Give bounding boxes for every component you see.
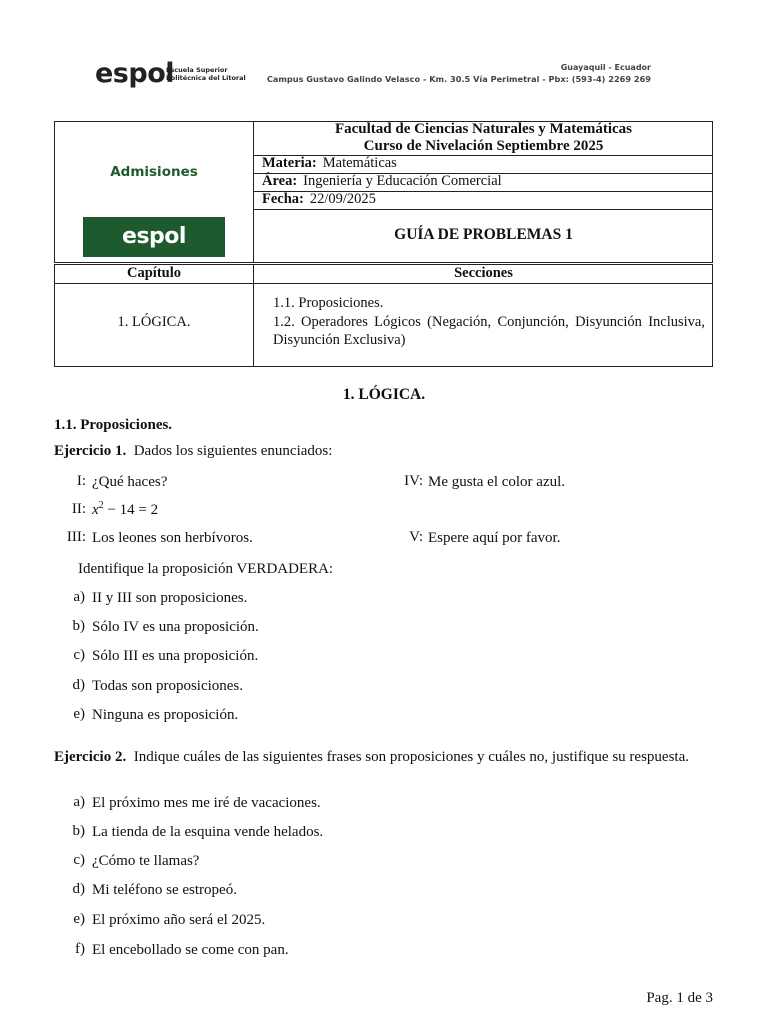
espol-green-logo (83, 217, 225, 257)
chapter-heading: 1. LÓGICA. (342, 386, 426, 403)
materia-label: Materia: (262, 155, 317, 171)
statement-label: IV: (404, 473, 423, 489)
item-label: c) (73, 852, 85, 868)
item-text: La tienda de la esquina vende helados. (92, 824, 324, 840)
page-number: Pag. 1 de 3 (646, 990, 713, 1006)
logo-subtitle-line-1: Escuela Superior (166, 66, 228, 74)
statement-text: Los leones son herbívoros. (92, 530, 253, 546)
item-label: d) (72, 881, 85, 897)
column-header-chapter: Capítulo (127, 265, 181, 281)
statement-label: III: (66, 529, 86, 545)
statement-text: Me gusta el color azul. (428, 474, 566, 490)
equation-exponent: 2 (98, 500, 104, 511)
fecha-label: Fecha: (262, 191, 304, 207)
guide-title: GUÍA DE PROBLEMAS 1 (394, 226, 573, 243)
fecha-field (262, 191, 376, 208)
item-label: e) (73, 911, 85, 927)
equation-rest: − 14 = 2 (103, 502, 159, 518)
option-label: e) (73, 706, 85, 722)
item-text: El próximo mes me iré de vacaciones. (92, 795, 321, 811)
section-heading: 1.1. Proposiciones. (54, 417, 173, 433)
option-text: Sólo III es una proposición. (92, 648, 259, 664)
option-text: Sólo IV es una proposición. (92, 619, 259, 635)
item-text: El próximo año será el 2025. (92, 912, 266, 928)
admisiones-label: Admisiones (110, 164, 198, 180)
materia-value: Matemáticas (322, 155, 397, 171)
item-label: a) (73, 794, 85, 810)
item-text: El encebollado se come con pan. (92, 942, 289, 958)
statement-text: ¿Qué haces? (92, 474, 168, 490)
exercise-1-intro: Dados los siguientes enunciados: (133, 443, 333, 459)
area-label: Área: (262, 173, 298, 189)
item-text: ¿Cómo te llamas? (92, 853, 200, 869)
header-city: Guayaquil - Ecuador (560, 63, 651, 72)
section-item: 1.1. Proposiciones. (273, 295, 384, 311)
espol-logo-text: espol (95, 58, 175, 89)
faculty-title: Facultad de Ciencias Naturales y Matemáticas (334, 121, 633, 137)
exercise-1-title: Ejercicio 1. (54, 443, 127, 459)
header-address: Campus Gustavo Galindo Velasco - Km. 30.5 Vía Perimetral - Pbx: (593-4) 2269 269 (266, 74, 651, 84)
area-field (262, 173, 502, 190)
sections-cell (273, 294, 705, 350)
option-label: d) (72, 677, 85, 693)
statement-equation (92, 501, 158, 519)
option-text: Ninguna es proposición. (92, 707, 239, 723)
chapter-cell: 1. LÓGICA. (117, 314, 191, 330)
course-title: Curso de Nivelación Septiembre 2025 (363, 138, 604, 154)
area-value: Ingeniería y Educación Comercial (303, 173, 502, 189)
espol-green-logo-text: espol (122, 224, 186, 249)
item-label: b) (72, 823, 85, 839)
logo-subtitle-line-2: Politécnica del Litoral (166, 74, 246, 82)
statement-text: Espere aquí por favor. (428, 530, 561, 546)
materia-field (262, 155, 397, 172)
chapter-table-header-divider (54, 283, 713, 284)
column-header-sections: Secciones (454, 265, 513, 281)
exercise-2-heading (54, 748, 713, 767)
item-text: Mi teléfono se estropeó. (92, 882, 237, 898)
statement-label: II: (71, 501, 86, 517)
divider (254, 209, 713, 210)
statement-label: V: (409, 529, 423, 545)
option-label: c) (73, 647, 85, 663)
option-label: a) (73, 589, 85, 605)
option-text: II y III son proposiciones. (92, 590, 248, 606)
exercise-2-title: Ejercicio 2. (54, 749, 127, 765)
section-item: 1.2. Operadores Lógicos (Negación, Conjunción, Disyunción Inclusiva, Disyunción Exclusiva) (273, 313, 705, 348)
option-text: Todas son proposiciones. (92, 678, 244, 694)
exercise-1-heading (54, 442, 332, 460)
statement-label: I: (76, 473, 86, 489)
espol-logo-subtitle (166, 66, 246, 82)
equation-variable: x (92, 502, 99, 518)
exercise-2-intro: Indique cuáles de las siguientes frases son proposiciones y cuáles no, justifique su respuesta. (133, 749, 689, 765)
fecha-value: 22/09/2025 (309, 191, 376, 207)
exercise-1-question: Identifique la proposición VERDADERA: (78, 561, 334, 577)
item-label: f) (75, 941, 85, 957)
option-label: b) (72, 618, 85, 634)
